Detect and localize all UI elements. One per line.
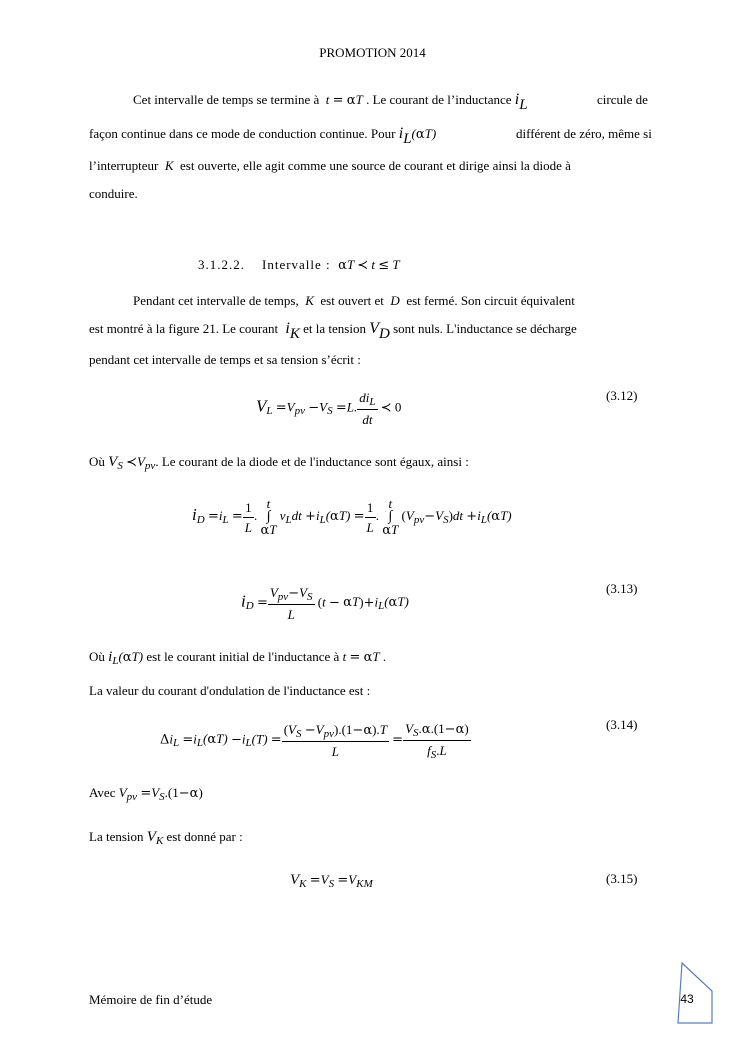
para1-line3: l’interrupteur K est ouverte, elle agit comme une source de courant et dirige ainsi la diode à (89, 158, 571, 173)
text-ou-1: Où $V_S$ $≺V_{pv}$. Le courant de la diode et de l'inductance sont égaux, ainsi : (89, 454, 469, 472)
para1-line1-end: circule de (597, 92, 648, 107)
text-tension: La tension $V_K$ est donné par : (89, 829, 243, 847)
text-avec: Avec $V_{pv} =V_S.(1-\alpha)$ (89, 785, 203, 803)
equation-number-3-12: (3.12) (606, 388, 638, 403)
equation-id-integral: $i_D =i_L$ = $\frac{1}{L}$ . t ∫ αT $v_Ldt +i_L(\alpha T)$ = $\frac{1}{L}$ . t ∫ αT $(V_{pv}-V_S)dt +i_L(\alpha T)$ (192, 496, 512, 538)
para2-line1: Pendant cet intervalle de temps, K est ouvert et D est fermé. Son circuit équivalent (133, 293, 575, 308)
para1-line2: façon continue dans ce mode de conduction continue. Pour iL(αT) (89, 125, 437, 147)
para1-line4: conduire. (89, 186, 138, 201)
text-ondulation: La valeur du courant d'ondulation de l'inductance est : (89, 683, 371, 698)
equation-3-13: $i_D$ = $\frac{V_{pv}-V_S}{L}$ $(t - \alpha T)+i_L(\alpha T)$ (241, 585, 409, 622)
equation-number-3-15: (3.15) (606, 871, 638, 886)
equation-number-3-14: (3.14) (606, 717, 638, 732)
section-heading: 3.1.2.2. Intervalle : αT ≺ t ≤ T (198, 257, 400, 273)
equation-3-15: $V_K =V_S =V_{KM}$ (290, 872, 373, 890)
equation-3-14: $\Delta i_L =i_L(\alpha T) -i_L(T)$ = $\frac{(V_S -V_{pv}).(1-\alpha).T}{L}$ = $\frac{V_S.\alpha.(1-\alpha)}{f_S.L}$ (160, 721, 469, 761)
para1-line2-end: différent de zéro, même si (516, 126, 652, 141)
text-ou-2: Où $i_L(\alpha T)$ est le courant initial de l'inductance à t = αT . (89, 649, 387, 667)
para2-line2: est montré à la figure 21. Le courant iK et la tension VD sont nuls. L'inductance se décharge (89, 320, 577, 342)
para1-line1: Cet intervalle de temps se termine à t = αT . Le courant de l’inductance iL (133, 91, 528, 113)
page-header-title: PROMOTION 2014 (319, 45, 426, 60)
equation-number-3-13: (3.13) (606, 581, 638, 596)
page-number: 43 (680, 992, 694, 1006)
para2-line3: pendant cet intervalle de temps et sa tension s’écrit : (89, 352, 361, 367)
footer-left-text: Mémoire de fin d’étude (89, 992, 213, 1007)
equation-3-12: $V_L =V_{pv} -V_S =L$. $\frac{di_L}{dt}$ ≺ 0 (256, 390, 402, 427)
